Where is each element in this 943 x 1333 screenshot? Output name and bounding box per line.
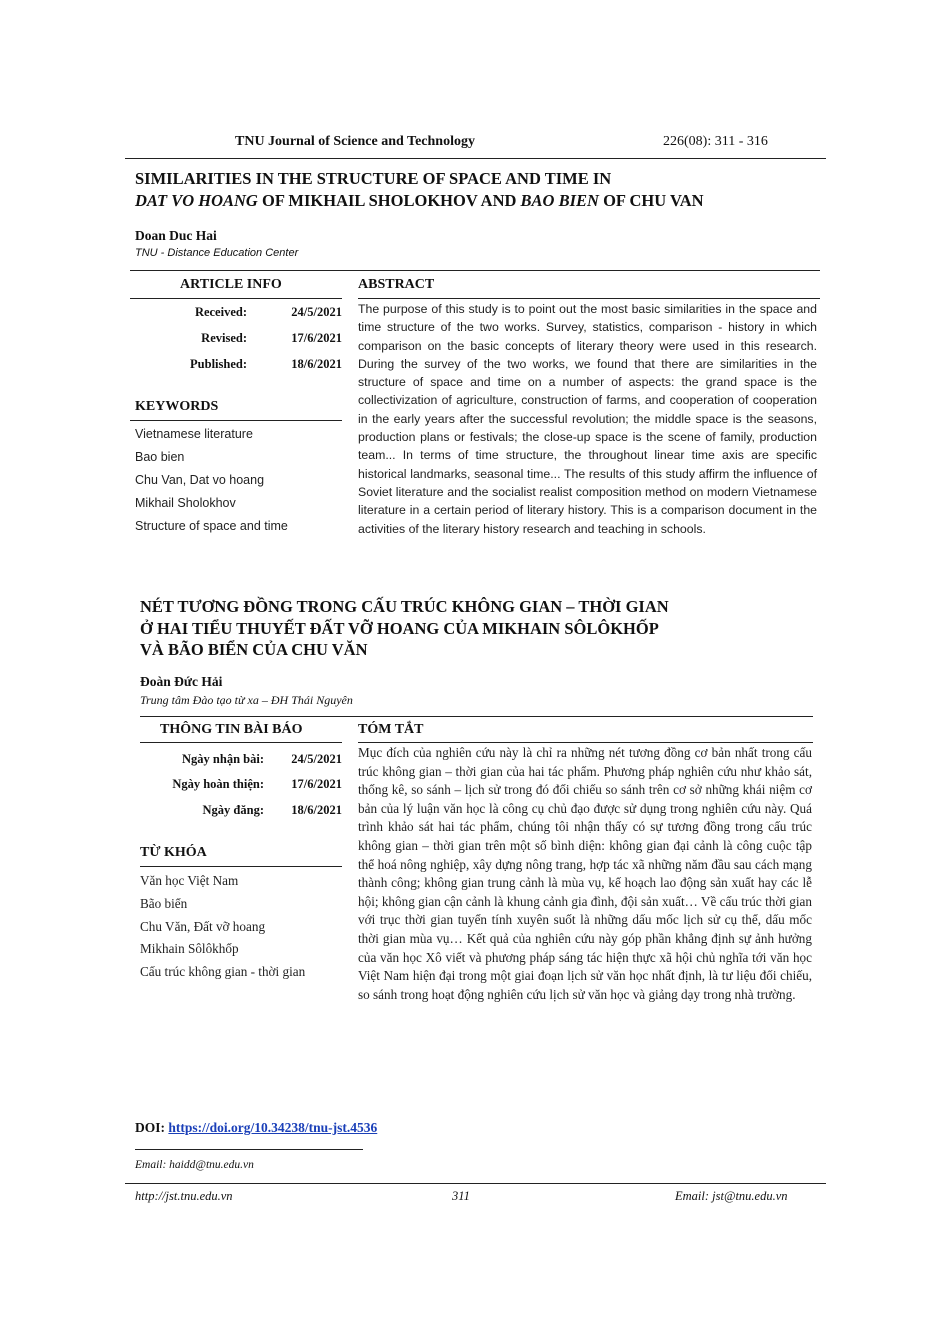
vietnamese-title (140, 596, 820, 661)
vietnamese-abstract-text: Mục đích của nghiên cứu này là chỉ ra những nét tương đồng cơ bản nhất trong cấu trúc không gian – thời gian của hai tác phẩm. Phương pháp nghiên cứu như khảo sát, thống kê, so sánh – lịch sử trong đó đối chiếu so sánh trên cơ sở những khái niệm cơ bản của lý luận văn học là công cụ chủ đạo được sử dụng trong nghiên cứu này. Quá trình khảo sát hai tác phẩm, chúng tôi nhận thấy có sự tương đồng trong cấu trúc không gian – thời gian trên một số bình diện: không gian đại cảnh là công cuộc tập thể hoá nông nghiệp, xây dựng nông trang, hợp tác xã những năm đầu sau cách mạng thành công; không gian trung cảnh là mùa vụ, kế hoạch lao động sản xuất hay các lễ hội; không gian cận cảnh là khung cảnh gia đình, đội sản xuất… Về cấu trúc thời gian với trục thời gian tuyến tính xuyên suốt là những dấu mốc lịch sử cụ thể, dấu mốc thời gian mùa vụ… Kết quả của nghiên cứu này góp phần khẳng định sự ảnh hưởng của văn học Xô viết và phương pháp sáng tác hiện thực xã hội chủ nghĩa tới văn học Việt Nam hiện đại trong một giai đoạn lịch sử văn học nhất định, là tư liệu đối chiếu, so sánh trong hoạt động nghiên cứu lịch sử văn học và giảng dạy trong nhà trường. (358, 745, 812, 1002)
english-date-value: 24/5/2021 (291, 305, 342, 319)
english-title-line1: SIMILARITIES IN THE STRUCTURE OF SPACE AND TIME IN (135, 169, 612, 188)
english-title-italic1: DAT VO HOANG (135, 191, 258, 210)
english-abstract-text: The purpose of this study is to point out the most basic similarities in the space and time structure of the two works. Survey, statistics, comparison - history in which comparison on the basic concepts of literary theory were used in this research. During the survey of the two works, we found that there are similarities in the structure of space and time on a number of aspects: the grand space is the collectivization of agriculture, construction of farms, and cooperation of cooperation in the early years after the successful revolution; the middle space is the seasons, production plans or festivals; the close-up space is the scene of family, production team... In terms of time structure, the throughout linear time axis are specific historical landmarks, seasonal time... The results of this study affirm the influence of Soviet literature and the socialist realist composition method on modern Vietnamese literature in a certain period of literary history. This is a comparison document in the activities of the literary history research and teaching in schools. (358, 302, 817, 536)
vietnamese-abstract-heading: TÓM TẮT (358, 722, 424, 737)
keyword-item: Chu Văn, Đất vỡ hoang (140, 918, 266, 934)
vietnamese-date-label: Ngày nhận bài: (182, 752, 264, 766)
english-date-value: 17/6/2021 (291, 331, 342, 345)
corresponding-email: Email: haidd@tnu.edu.vn (135, 1159, 254, 1171)
english-title-italic2: BAO BIEN (520, 191, 599, 210)
vietnamese-keywords-heading: TỪ KHÓA (140, 845, 207, 860)
journal-volume: 226(08): 311 - 316 (663, 134, 768, 149)
vietnamese-author: Đoàn Đức Hải (140, 674, 223, 689)
english-info-rule (130, 298, 342, 299)
doi-line (135, 1120, 377, 1136)
footer-rule (125, 1183, 826, 1184)
doi-link[interactable]: https://doi.org/10.34238/tnu-jst.4536 (168, 1120, 378, 1135)
keyword-item: Bão biển (140, 895, 188, 911)
english-keywords-heading: KEYWORDS (135, 399, 219, 414)
vietnamese-info-rule (140, 742, 342, 743)
keyword-item: Structure of space and time (135, 519, 288, 533)
english-abstract-rule (358, 298, 820, 299)
english-title-mid: OF MIKHAIL SHOLOKHOV AND (257, 191, 521, 210)
vietnamese-title-line1: NÉT TƯƠNG ĐỒNG TRONG CẤU TRÚC KHÔNG GIAN – THỜI GIAN (140, 597, 669, 616)
vietnamese-date-label: Ngày hoàn thiện: (172, 777, 264, 791)
vietnamese-keywords-list (140, 870, 345, 984)
english-keywords-rule (130, 420, 342, 421)
keyword-item: Chu Van, Dat vo hoang (135, 473, 265, 487)
vietnamese-date-value: 18/6/2021 (291, 803, 342, 817)
english-affiliation: TNU - Distance Education Center (135, 247, 299, 259)
footnote-rule (135, 1149, 363, 1150)
english-abstract-heading: ABSTRACT (358, 277, 435, 292)
keyword-item: Văn học Việt Nam (140, 873, 239, 888)
footer-url[interactable]: http://jst.tnu.edu.vn (135, 1189, 233, 1203)
keyword-item: Mikhail Sholokhov (135, 496, 236, 510)
vietnamese-date-value: 17/6/2021 (291, 777, 342, 791)
english-date-label: Revised: (201, 331, 247, 345)
vietnamese-abstract-rule (358, 742, 813, 743)
vietnamese-top-rule (140, 716, 813, 717)
english-date-label: Published: (190, 357, 247, 371)
english-author: Doan Duc Hai (135, 228, 217, 243)
english-top-rule (130, 270, 820, 271)
doi-label: DOI: (135, 1120, 165, 1135)
footer-email[interactable]: Email: jst@tnu.edu.vn (675, 1189, 788, 1203)
footer-page-number: 311 (452, 1189, 470, 1203)
english-article-info-heading: ARTICLE INFO (180, 277, 282, 292)
english-keywords-list (135, 423, 345, 538)
vietnamese-title-line2: Ở HAI TIỂU THUYẾT ĐẤT VỠ HOANG CỦA MIKHAIN SÔLÔKHỐP (140, 618, 659, 638)
english-title (135, 168, 815, 212)
journal-name: TNU Journal of Science and Technology (235, 134, 475, 149)
keyword-item: Vietnamese literature (135, 427, 253, 441)
keyword-item: Mikhain Sôlôkhốp (140, 941, 239, 957)
vietnamese-date-value: 24/5/2021 (291, 752, 342, 766)
english-date-label: Received: (194, 305, 247, 319)
vietnamese-affiliation: Trung tâm Đào tạo từ xa – ĐH Thái Nguyên (140, 693, 353, 707)
english-title-end: OF CHU VAN (598, 191, 704, 210)
english-title-line2 (135, 190, 815, 212)
english-date-value: 18/6/2021 (291, 357, 342, 371)
keyword-item: Cấu trúc không gian - thời gian (140, 964, 306, 980)
vietnamese-date-label: Ngày đăng: (202, 803, 264, 817)
vietnamese-title-line3: VÀ BÃO BIỂN CỦA CHU VĂN (140, 640, 368, 659)
vietnamese-article-info-heading: THÔNG TIN BÀI BÁO (160, 722, 303, 737)
journal-header (125, 133, 826, 159)
keyword-item: Bao bien (135, 450, 185, 464)
vietnamese-keywords-rule (140, 866, 342, 867)
